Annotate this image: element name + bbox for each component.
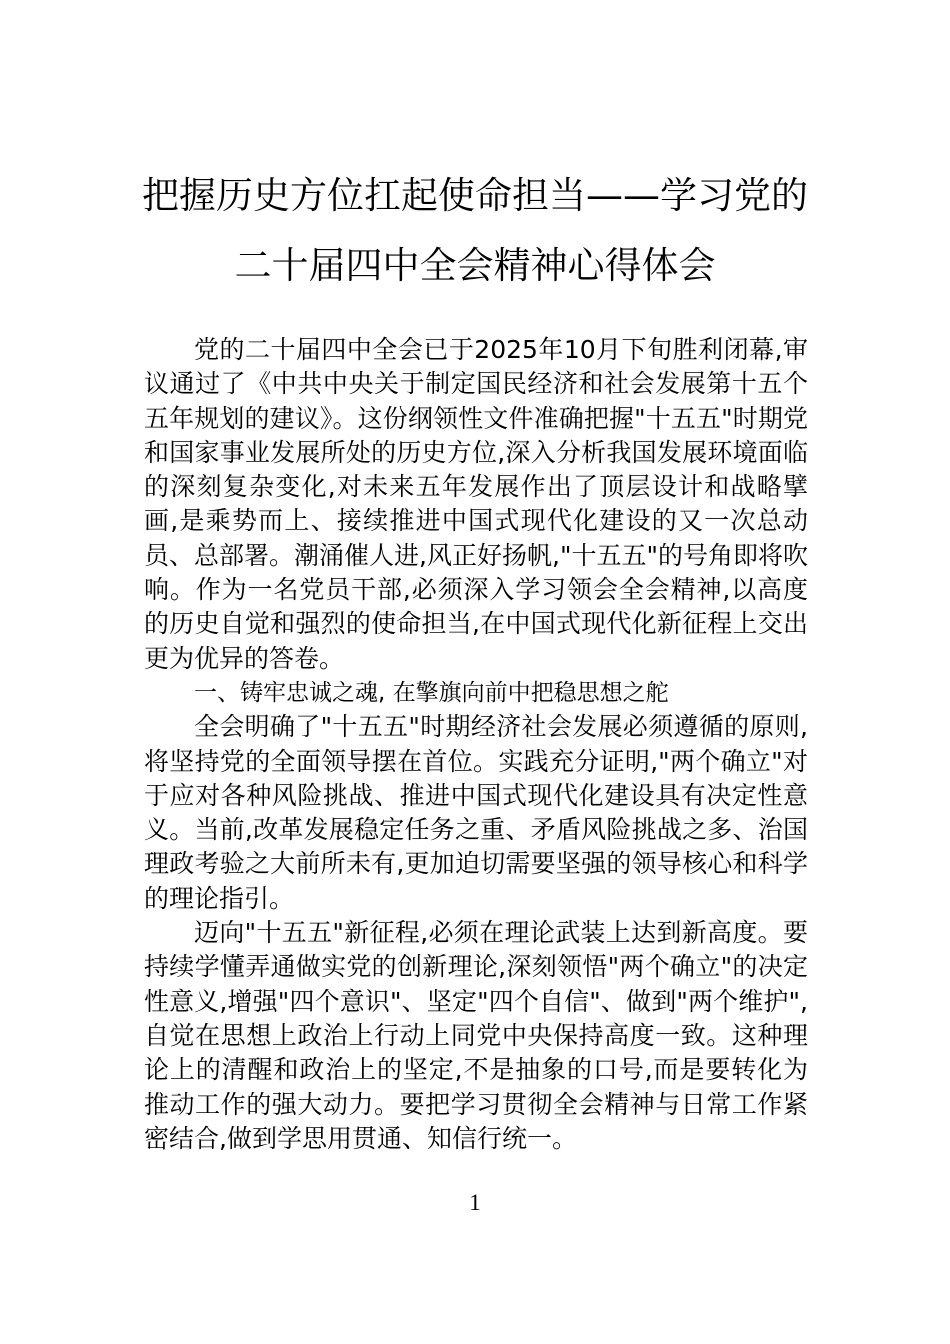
body-paragraph: 全会明确了"十五五"时期经济社会发展必须遵循的原则,将坚持党的全面领导摆在首位。实践充分证明,"两个确立"对于应对各种风险挑战、推进中国式现代化建设具有决定性意义。当前,改革发展稳定任务之重、矛盾风险挑战之多、治国理政考验之大前所未有,更加迫切需要坚强的领导核心和科学的理论指引。 [144,712,808,913]
body-paragraph: 迈向"十五五"新征程,必须在理论武装上达到新高度。要持续学懂弄通做实党的创新理论,深刻领悟"两个确立"的决定性意义,增强"四个意识"、坚定"四个自信"、做到"两个维护",自觉在思想上政治上行动上同党中央保持高度一致。这种理论上的清醒和政治上的坚定,不是抽象的口号,而是要转化为推动工作的强大动力。要把学习贯彻全会精神与日常工作紧密结合,做到学思用贯通、知信行统一。 [144,918,808,1153]
page-number: 1 [469,1190,481,1215]
intro-paragraph: 党的二十届四中全会已于2025年10月下旬胜利闭幕,审议通过了《中共中央关于制定国民经济和社会发展第十五个五年规划的建议》。这份纲领性文件准确把握"十五五"时期党和国家事业发展所处的历史方位,深入分析我国发展环境面临的深刻复杂变化,对未来五年发展作出了顶层设计和战略擘画,是乘势而上、接续推进中国式现代化建设的又一次总动员、总部署。潮涌催人进,风正好扬帆,"十五五"的号角即将吹响。作为一名党员干部,必须深入学习领会全会精神,以高度的历史自觉和强烈的使命担当,在中国式现代化新征程上交出更为优异的答卷。 [144,335,808,673]
section-heading: 一、铸牢忠诚之魂, 在擎旗向前中把稳思想之舵 [194,679,669,706]
document-body [144,333,808,1156]
document-title-line-2: 二十届四中全会精神心得体会 [234,244,716,287]
document-title-line-1: 把握历史方位扛起使命担当——学习党的 [142,174,808,217]
